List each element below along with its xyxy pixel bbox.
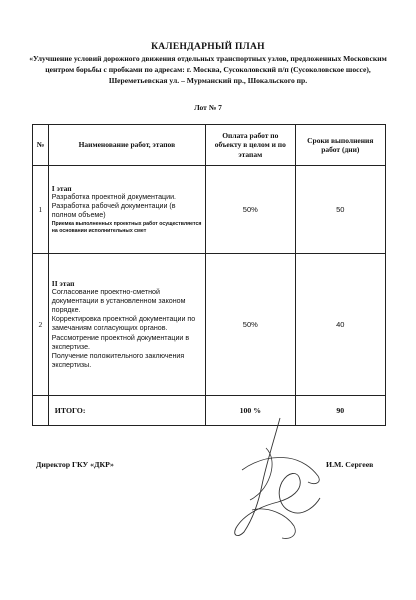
total-payment: 100 % bbox=[206, 396, 296, 426]
header-name: Наименование работ, этапов bbox=[48, 125, 205, 166]
header-payment: Оплата работ по объекту в целом и по этапам bbox=[206, 125, 296, 166]
work-item: Согласование проектно-сметной документации в установленном законом порядке. bbox=[51, 288, 186, 315]
work-item: Корректировка проектной документации по замечаниям согласующих органов. bbox=[51, 315, 196, 333]
total-label: ИТОГО: bbox=[48, 396, 205, 426]
acceptance-note: Приемка выполненных проектных работ осуществляется на основании исполнительных смет bbox=[51, 221, 202, 235]
row-payment: 50% bbox=[206, 254, 296, 396]
row-works bbox=[48, 166, 205, 254]
total-row bbox=[33, 396, 386, 426]
calendar-plan-table bbox=[32, 124, 386, 426]
work-item: Разработка проектной документации. Разработка рабочей документации (в полном объеме) bbox=[51, 192, 177, 220]
row-term: 50 bbox=[295, 166, 385, 254]
header-num: № bbox=[33, 125, 49, 166]
document-title: КАЛЕНДАРНЫЙ ПЛАН bbox=[151, 42, 265, 52]
table-row bbox=[33, 166, 386, 254]
row-num: 1 bbox=[33, 166, 49, 254]
signatory-position: Директор ГКУ «ДКР» bbox=[36, 460, 114, 469]
document-subtitle: «Улучшение условий дорожного движения отдельных транспортных узлов, предложенных Московским центром борьбы с пробками по адресам: г. Москва, Сусоколовский п/п (Сусоколовское шоссе), Шереметьевская ул. – Мурманский пр., Шокальского пр. bbox=[29, 54, 387, 85]
signatory-name: И.М. Сергеев bbox=[326, 460, 374, 469]
row-term: 40 bbox=[295, 254, 385, 396]
total-num bbox=[33, 396, 49, 426]
work-item: Получение положительного заключения экспертизы. bbox=[51, 351, 185, 369]
table-header-row bbox=[33, 125, 386, 166]
row-payment: 50% bbox=[206, 166, 296, 254]
handwritten-signature bbox=[222, 410, 332, 545]
table-row bbox=[33, 254, 386, 396]
work-item: Рассмотрение проектной документации в экспертизе. bbox=[51, 333, 190, 351]
header-term: Сроки выполнения работ (дни) bbox=[295, 125, 385, 166]
row-num: 2 bbox=[33, 254, 49, 396]
total-term: 90 bbox=[295, 396, 385, 426]
stage-label: II этап bbox=[51, 279, 75, 289]
stage-label: I этап bbox=[51, 183, 72, 193]
lot-number: Лот № 7 bbox=[194, 103, 222, 112]
row-works bbox=[48, 254, 205, 396]
